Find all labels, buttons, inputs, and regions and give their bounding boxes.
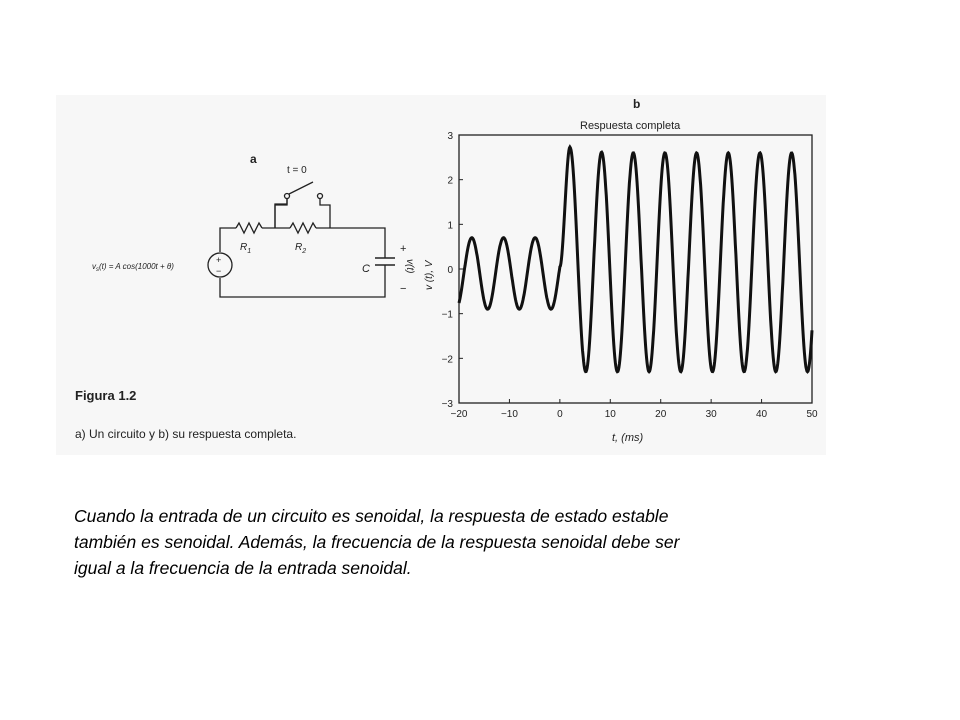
r1-label: $R_1$ xyxy=(240,242,252,255)
source-minus: − xyxy=(216,266,222,276)
y-tick-label: 2 xyxy=(447,175,453,187)
figure-title: Figura 1.2 xyxy=(75,388,137,403)
x-axis-label: t, (ms) xyxy=(612,432,644,444)
y-tick-label: 0 xyxy=(447,265,453,276)
output-voltage-label: v(t) xyxy=(404,259,415,274)
chart-title: Respuesta completa xyxy=(580,120,681,132)
paragraph-line-1: Cuando la entrada de un circuito es senoidal, la respuesta de estado estable xyxy=(74,506,669,526)
switch-label: t = 0 xyxy=(287,165,307,176)
figure-label-a: a xyxy=(250,152,257,166)
y-tick-label: −1 xyxy=(441,309,453,321)
paragraph-line-2: también es senoidal. Además, la frecuencia de la respuesta senoidal debe ser xyxy=(74,532,680,552)
x-tick-label: −10 xyxy=(500,409,518,420)
y-tick-label: 3 xyxy=(447,131,453,142)
source-expression: $v_s(t) = A$ cos(1000t + θ) xyxy=(92,262,174,273)
y-tick-label: −2 xyxy=(441,354,453,366)
y-axis-label: v (t), V xyxy=(424,260,435,290)
source-plus: + xyxy=(216,255,222,265)
capacitor-label: C xyxy=(362,263,370,275)
figure-label-b: b xyxy=(633,97,641,111)
response-curve xyxy=(459,147,812,372)
output-minus: − xyxy=(400,283,407,295)
y-tick-label: −3 xyxy=(441,399,453,410)
x-tick-label: 40 xyxy=(756,409,768,420)
body-paragraph xyxy=(74,503,874,581)
x-tick-label: 20 xyxy=(655,409,667,420)
x-tick-label: 50 xyxy=(806,409,818,420)
y-tick-label: 1 xyxy=(447,220,453,232)
paragraph-line-3: igual a la frecuencia de la entrada senoidal. xyxy=(74,558,412,578)
x-tick-label: −20 xyxy=(450,409,468,420)
x-tick-label: 0 xyxy=(557,409,563,420)
output-plus: + xyxy=(400,243,407,255)
figure-caption: a) Un circuito y b) su respuesta completa. xyxy=(75,427,297,441)
x-tick-label: 10 xyxy=(604,409,616,420)
r2-label: $R_2$ xyxy=(295,242,307,255)
x-tick-label: 30 xyxy=(705,409,717,420)
